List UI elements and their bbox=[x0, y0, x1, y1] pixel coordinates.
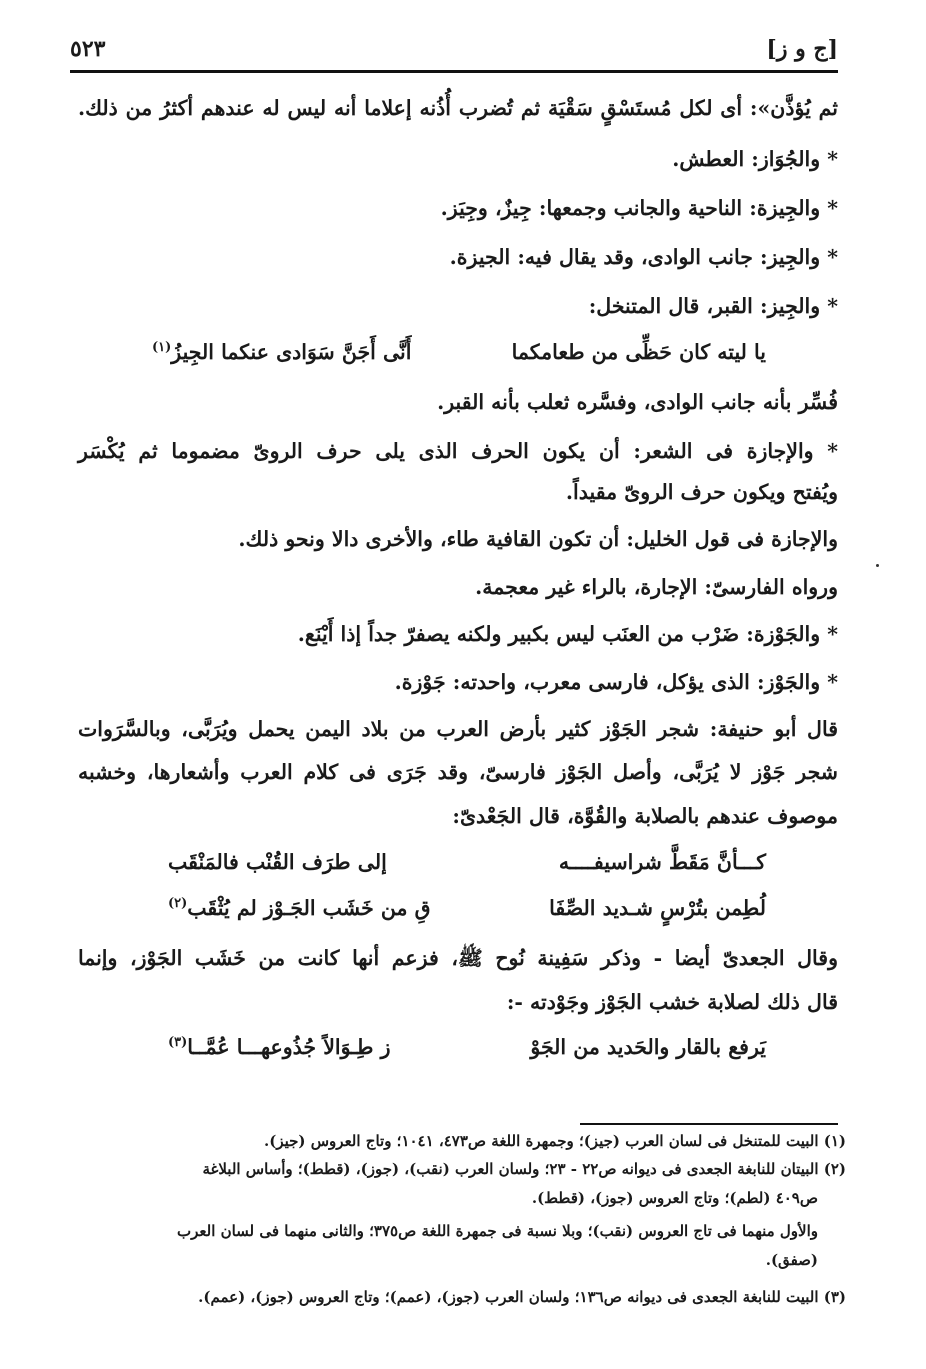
body-line: موصوف عندهم بالصلابة والقُوَّة، قال الجَعْدىّ: bbox=[452, 804, 838, 828]
verse-4-second-hemistich bbox=[168, 1035, 391, 1059]
body-line: فُسِّر بأنه جانب الوادى، وفسَّره ثعلب بأنه القبر. bbox=[437, 390, 838, 414]
verse-1-text: أَنَّى أَجَنَّ سَوَادى عنكما الجِيزُ bbox=[171, 340, 412, 364]
entry-jawaz: * والجُوَاز: العطش. bbox=[672, 147, 838, 171]
entry-ijaza: * والإجازة فى الشعر: أن يكون الحرف الذى يلى حرف الروىّ مضموما ثم يُكْسَر bbox=[78, 439, 838, 463]
body-line: وقال الجعدىّ أيضا - وذكر سَفِينة نُوح ﷺ، فزعم أنها كانت من خَشَب الجَوْز، وإنما bbox=[78, 946, 838, 970]
footnote-2-note-cont: (صفق). bbox=[765, 1251, 818, 1269]
body-line: والإجازة فى قول الخليل: أن تكون القافية طاء، والأخرى دالا ونحو ذلك. bbox=[238, 527, 838, 551]
verse-3-first-hemistich: لُطِمن بتُرْسٍ شـديد الصِّفَا bbox=[549, 896, 766, 920]
body-line: ويُفتح ويكون حرف الروىّ مقيداً. bbox=[565, 480, 838, 504]
footnote-rule bbox=[580, 1123, 838, 1125]
footnote-ref-2: (٢) bbox=[168, 896, 188, 912]
page-number: ٥٢٣ bbox=[70, 36, 106, 62]
body-line: شجر جَوْز لا يُرَبَّى، وأصل الجَوْز فارسىّ، وقد جَرَى فى كلام العرب وأشعارها، وخشبه bbox=[78, 760, 838, 784]
root-label: [ج و ز] bbox=[766, 36, 838, 62]
footnote-2-note: والأول منهما فى تاج العروس (نقب)؛ وبلا نسبة فى جمهرة اللغة ص٣٧٥؛ والثانى منهما فى لسان العرب bbox=[176, 1222, 818, 1240]
body-line: ورواه الفارسىّ: الإجارة، بالراء غير معجمة. bbox=[475, 575, 838, 599]
entry-jiz-qabr: * والجِيز: القبر، قال المتنخل: bbox=[588, 294, 838, 318]
entry-jawza: * والجَوْزة: ضَرْب من العنَب ليس بكبير ولكنه يصفرّ جداً إذا أَيْنَع. bbox=[297, 622, 838, 646]
entry-jawz: * والجَوْز: الذى يؤكل، فارسى معرب، واحدته: جَوْزة. bbox=[394, 670, 838, 694]
footnote-2-cont: ص٤٠٩ (لطم)؛ وتاج العروس (جوز)، (قطط). bbox=[531, 1189, 818, 1207]
verse-1-second-hemistich bbox=[152, 340, 411, 364]
footnote-2: (٢) البيتان للنابغة الجعدى فى ديوانه ص٢٢ - ٢٣؛ ولسان العرب (نقب)، (جوز)، (قطط)؛ وأساس البلاغة bbox=[202, 1160, 846, 1178]
entry-jiz-wadi: * والجِيز: جانب الوادى، وقد يقال فيه: الجيزة. bbox=[449, 245, 838, 269]
verse-2-first-hemistich: كـــأنَّ مَقَطَّ شراسيفــــه bbox=[558, 850, 766, 874]
page-header bbox=[70, 30, 838, 70]
body-line: قال ذلك لصلابة خشب الجَوْز وجَوْدته -: bbox=[506, 990, 838, 1014]
verse-3-text: قِ من خَشَب الجَـوْز لم يُثْقَب bbox=[187, 896, 431, 920]
verse-2-second-hemistich: إلى طرَف القُنْب فالمَنْقَب bbox=[168, 850, 387, 874]
body-line: ثم يُؤذَّن»: أى لكل مُستَسْقٍ سَقْيَة ثم تُضرب أُذُنه إعلاما أنه ليس له عندهم أكثرُ من ذلك. bbox=[78, 96, 838, 120]
verse-4-text: ز طِـوَالاً جُذُوعهـــا عُمَّــا bbox=[187, 1035, 391, 1059]
footnote-3: (٣) البيت للنابغة الجعدى فى ديوانه ص١٣٦؛ ولسان العرب (جوز)، (عمم)؛ وتاج العروس (جوز)، (عمم). bbox=[198, 1288, 846, 1306]
footnote-ref-1: (١) bbox=[152, 340, 172, 356]
body-line: قال أبو حنيفة: شجر الجَوْز كثير بأرض العرب من بلاد اليمن يحمل ويُرَبَّى، وبالسَّرَوات bbox=[78, 717, 838, 741]
entry-jiza: * والجِيزة: الناحية والجانب وجمعها: جِيزٌ، وجِيَز. bbox=[440, 196, 838, 220]
verse-3-second-hemistich bbox=[168, 896, 431, 920]
verse-4-first-hemistich: يَرفع بالقار والحَديد من الجَوْ bbox=[530, 1035, 766, 1059]
footnote-ref-3: (٣) bbox=[168, 1035, 188, 1051]
verse-1-first-hemistich: يا ليته كان حَظِّى من طعامكما bbox=[511, 340, 766, 364]
speck bbox=[876, 564, 879, 567]
footnote-1: (١) البيت للمتنخل فى لسان العرب (جيز)؛ وجمهرة اللغة ص٤٧٣، ١٠٤١؛ وتاج العروس (جيز). bbox=[264, 1132, 846, 1150]
header-rule bbox=[70, 70, 838, 73]
